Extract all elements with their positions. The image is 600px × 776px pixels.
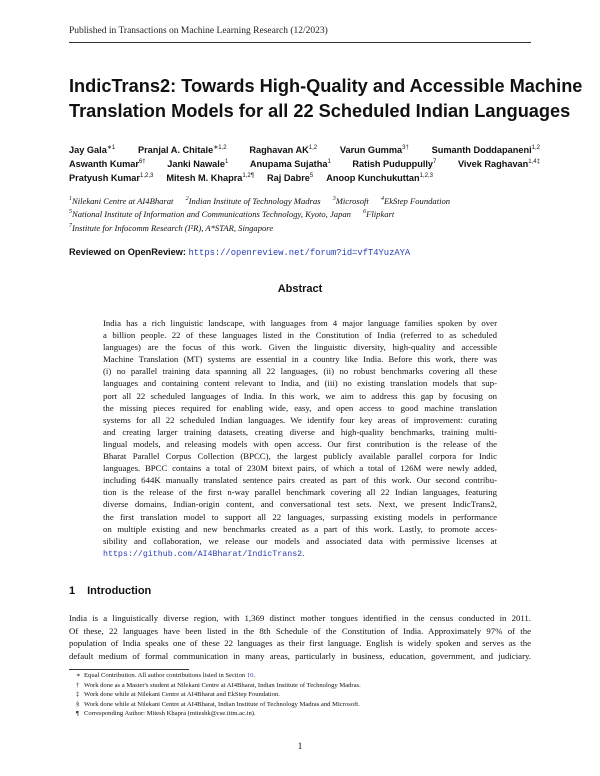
abstract-line: languages) are the focus of this work. Given the linguistic diversity, high-quality and accessible [103, 342, 497, 353]
review-label: Reviewed on OpenReview: [69, 247, 186, 257]
abstract-line: languages and containing content relevant to India, and (iii) no existing translation models that sup- [103, 378, 497, 389]
author: Pranjal A. Chitale$^{∗1,2}$ [137, 145, 227, 156]
intro-line: population of India speaks one of these 22 languages as their first language. English is widely spoken and serves as the [69, 638, 531, 648]
author: Pratyush Kumar$^{1,2,3}$ [69, 173, 154, 184]
abstract-line: a billion people. 22 of these languages listed in the Constitution of India (referred to as scheduled [103, 330, 497, 341]
abstract-line: including 644K manually translated sentence pairs created as part of this work. Our second contribu- [103, 475, 497, 486]
footnote-rule [69, 669, 189, 670]
author: Raj Dabre$^5$ [266, 173, 314, 184]
abstract-line: Bharat Parallel Corpus Collection (BPCC), the largest publicly available parallel corpora for Indic [103, 451, 497, 462]
abstract-line: lingual models, and releasing models with open access. Our first contribution is the release of the [103, 438, 497, 449]
abstract-line: (i) no parallel training data spanning all 22 languages, (ii) no robust benchmarks covering all these [103, 366, 497, 377]
abstract-line: sibility and collaboration, we release our models and associated data with permissive licenses at [103, 535, 497, 546]
header-rule [69, 42, 531, 43]
openreview-link[interactable]: https://openreview.net/forum?id=vfT4YuzAYA [188, 248, 411, 258]
affiliation-row-2 [69, 207, 540, 220]
intro-line: India is a linguistically diverse region, with 1,369 distinct mother tongues identified in the census conducted in 2011. [69, 613, 531, 623]
running-header: Published in Transactions on Machine Learning Research (12/2023) [69, 26, 328, 36]
author: Varun Gumma$^{3\dagger}$ [339, 145, 409, 156]
author-line-3 [69, 170, 540, 184]
footnote: ‡ Work done while at Nilekani Centre at AI4Bharat and EkStep Foundation. [76, 691, 280, 699]
affiliation: $^1$Nilekani Centre at AI4Bharat [69, 195, 174, 206]
affiliation: $^3$Microsoft [332, 195, 369, 206]
author: Sumanth Doddapaneni$^{1,2}$ [431, 145, 540, 156]
abstract-line: the missing pieces required for enabling wide, easy, and open access to good machine translation [103, 402, 497, 413]
author-line-2 [69, 156, 540, 170]
affiliation: $^7$Institute for Infocomm Research (I²R), A*STAR, Singapore [69, 222, 274, 233]
affiliation: $^4$EkStep Foundation [380, 195, 451, 206]
author: Janki Nawale$^1$ [167, 159, 229, 170]
section-heading-introduction [69, 585, 151, 597]
abstract-last-line: https://github.com/AI4Bharat/IndicTrans2. [103, 547, 305, 559]
abstract-line: port all 22 scheduled languages of India. In this work, we aim to address this gap by focusing on [103, 390, 497, 401]
abstract-line: Machine Translation (MT) systems are essential in a country like India. Before this work, there was [103, 354, 497, 365]
title-line-1: IndicTrans2: Towards High-Quality and Accessible Machine [69, 76, 583, 96]
section-number: 1 [69, 585, 76, 597]
abstract-heading: Abstract [277, 283, 323, 295]
footnote: † Work done as a Master's student at Nilekani Centre at AI4Bharat, Indian Institute of Technology Madras. [76, 681, 361, 689]
author-list [69, 142, 540, 184]
title-line-2: Translation Models for all 22 Scheduled Indian Languages [69, 101, 571, 121]
author: Jay Gala$^{∗1}$ [69, 145, 116, 156]
author: Vivek Raghavan$^{1,4\ddagger}$ [457, 159, 540, 170]
abstract-line: tion is the release of the first n-way parallel benchmark covering all 22 Indian languages, featuring [103, 487, 497, 498]
section-title: Introduction [87, 585, 152, 597]
section-link[interactable]: 10 [246, 672, 254, 679]
affiliations [69, 194, 540, 234]
affiliation-row-1 [69, 194, 540, 207]
abstract-line: systems for all 22 scheduled Indian languages. We identify four key areas of improvement: curating [103, 414, 497, 425]
openreview-line [69, 247, 410, 258]
author: Anupama Sujatha$^1$ [249, 159, 331, 170]
abstract-body [103, 317, 497, 561]
author: Anoop Kunchukuttan$^{1,2,3}$ [326, 173, 433, 184]
intro-line: Of these, 22 languages have been listed in the 8th Schedule of the Constitution of India. Approximately 97% of the [69, 625, 531, 636]
footnote: ∗ Equal Contribution. All author contributions listed in Section 10. [76, 672, 256, 679]
abstract-line: and creating larger training datasets, creating diverse and high-quality benchmarks, training multi- [103, 426, 497, 437]
abstract-line: India has a rich linguistic landscape, with languages from 4 major language families spoken by over [103, 318, 497, 328]
author: Raghavan AK$^{1,2}$ [249, 145, 318, 156]
author: Ratish Puduppully$^7$ [352, 159, 437, 170]
abstract-line: languages. BPCC contains a total of 230M bitext pairs, of which a total of 126M were newly added, [103, 463, 497, 474]
abstract-line: on multiple existing and new benchmarks created as a part of this work. Lastly, to promote acces- [103, 523, 497, 534]
intro-line: default medium of formal communication in many areas, particularly in business, education, government, and judiciary. [69, 650, 531, 661]
footnotes [76, 671, 361, 719]
introduction-body [69, 612, 531, 662]
author: Aswanth Kumar$^{6\dagger}$ [69, 159, 146, 170]
author-line-1 [69, 142, 540, 156]
abstract-line: diverse domains, Indian-origin content, and conversational test sets. Next, we present IndicTrans2, [103, 499, 497, 510]
author: Mitesh M. Khapra$^{1,2\P}$ [166, 173, 254, 184]
footnote: ¶ Corresponding Author: Mitesh Khapra (miteshk@cse.iitm.ac.in). [76, 710, 256, 718]
footnote: § Work done while at Nilekani Centre at AI4Bharat, Indian Institute of Technology Madras and Microsoft. [76, 700, 360, 708]
affiliation-row-3 [69, 221, 540, 234]
affiliation: $^5$National Institute of Information and Communications Technology, Kyoto, Japan [69, 209, 351, 220]
paper-title [69, 74, 583, 124]
affiliation: $^6$Flipkart [363, 209, 395, 220]
abstract-line: the first translation model to support all 22 languages, surpassing existing models in performance [103, 511, 497, 522]
affiliation: $^2$Indian Institute of Technology Madras [185, 195, 321, 206]
github-link[interactable]: https://github.com/AI4Bharat/IndicTrans2 [103, 549, 303, 559]
page-number: 1 [297, 742, 303, 752]
